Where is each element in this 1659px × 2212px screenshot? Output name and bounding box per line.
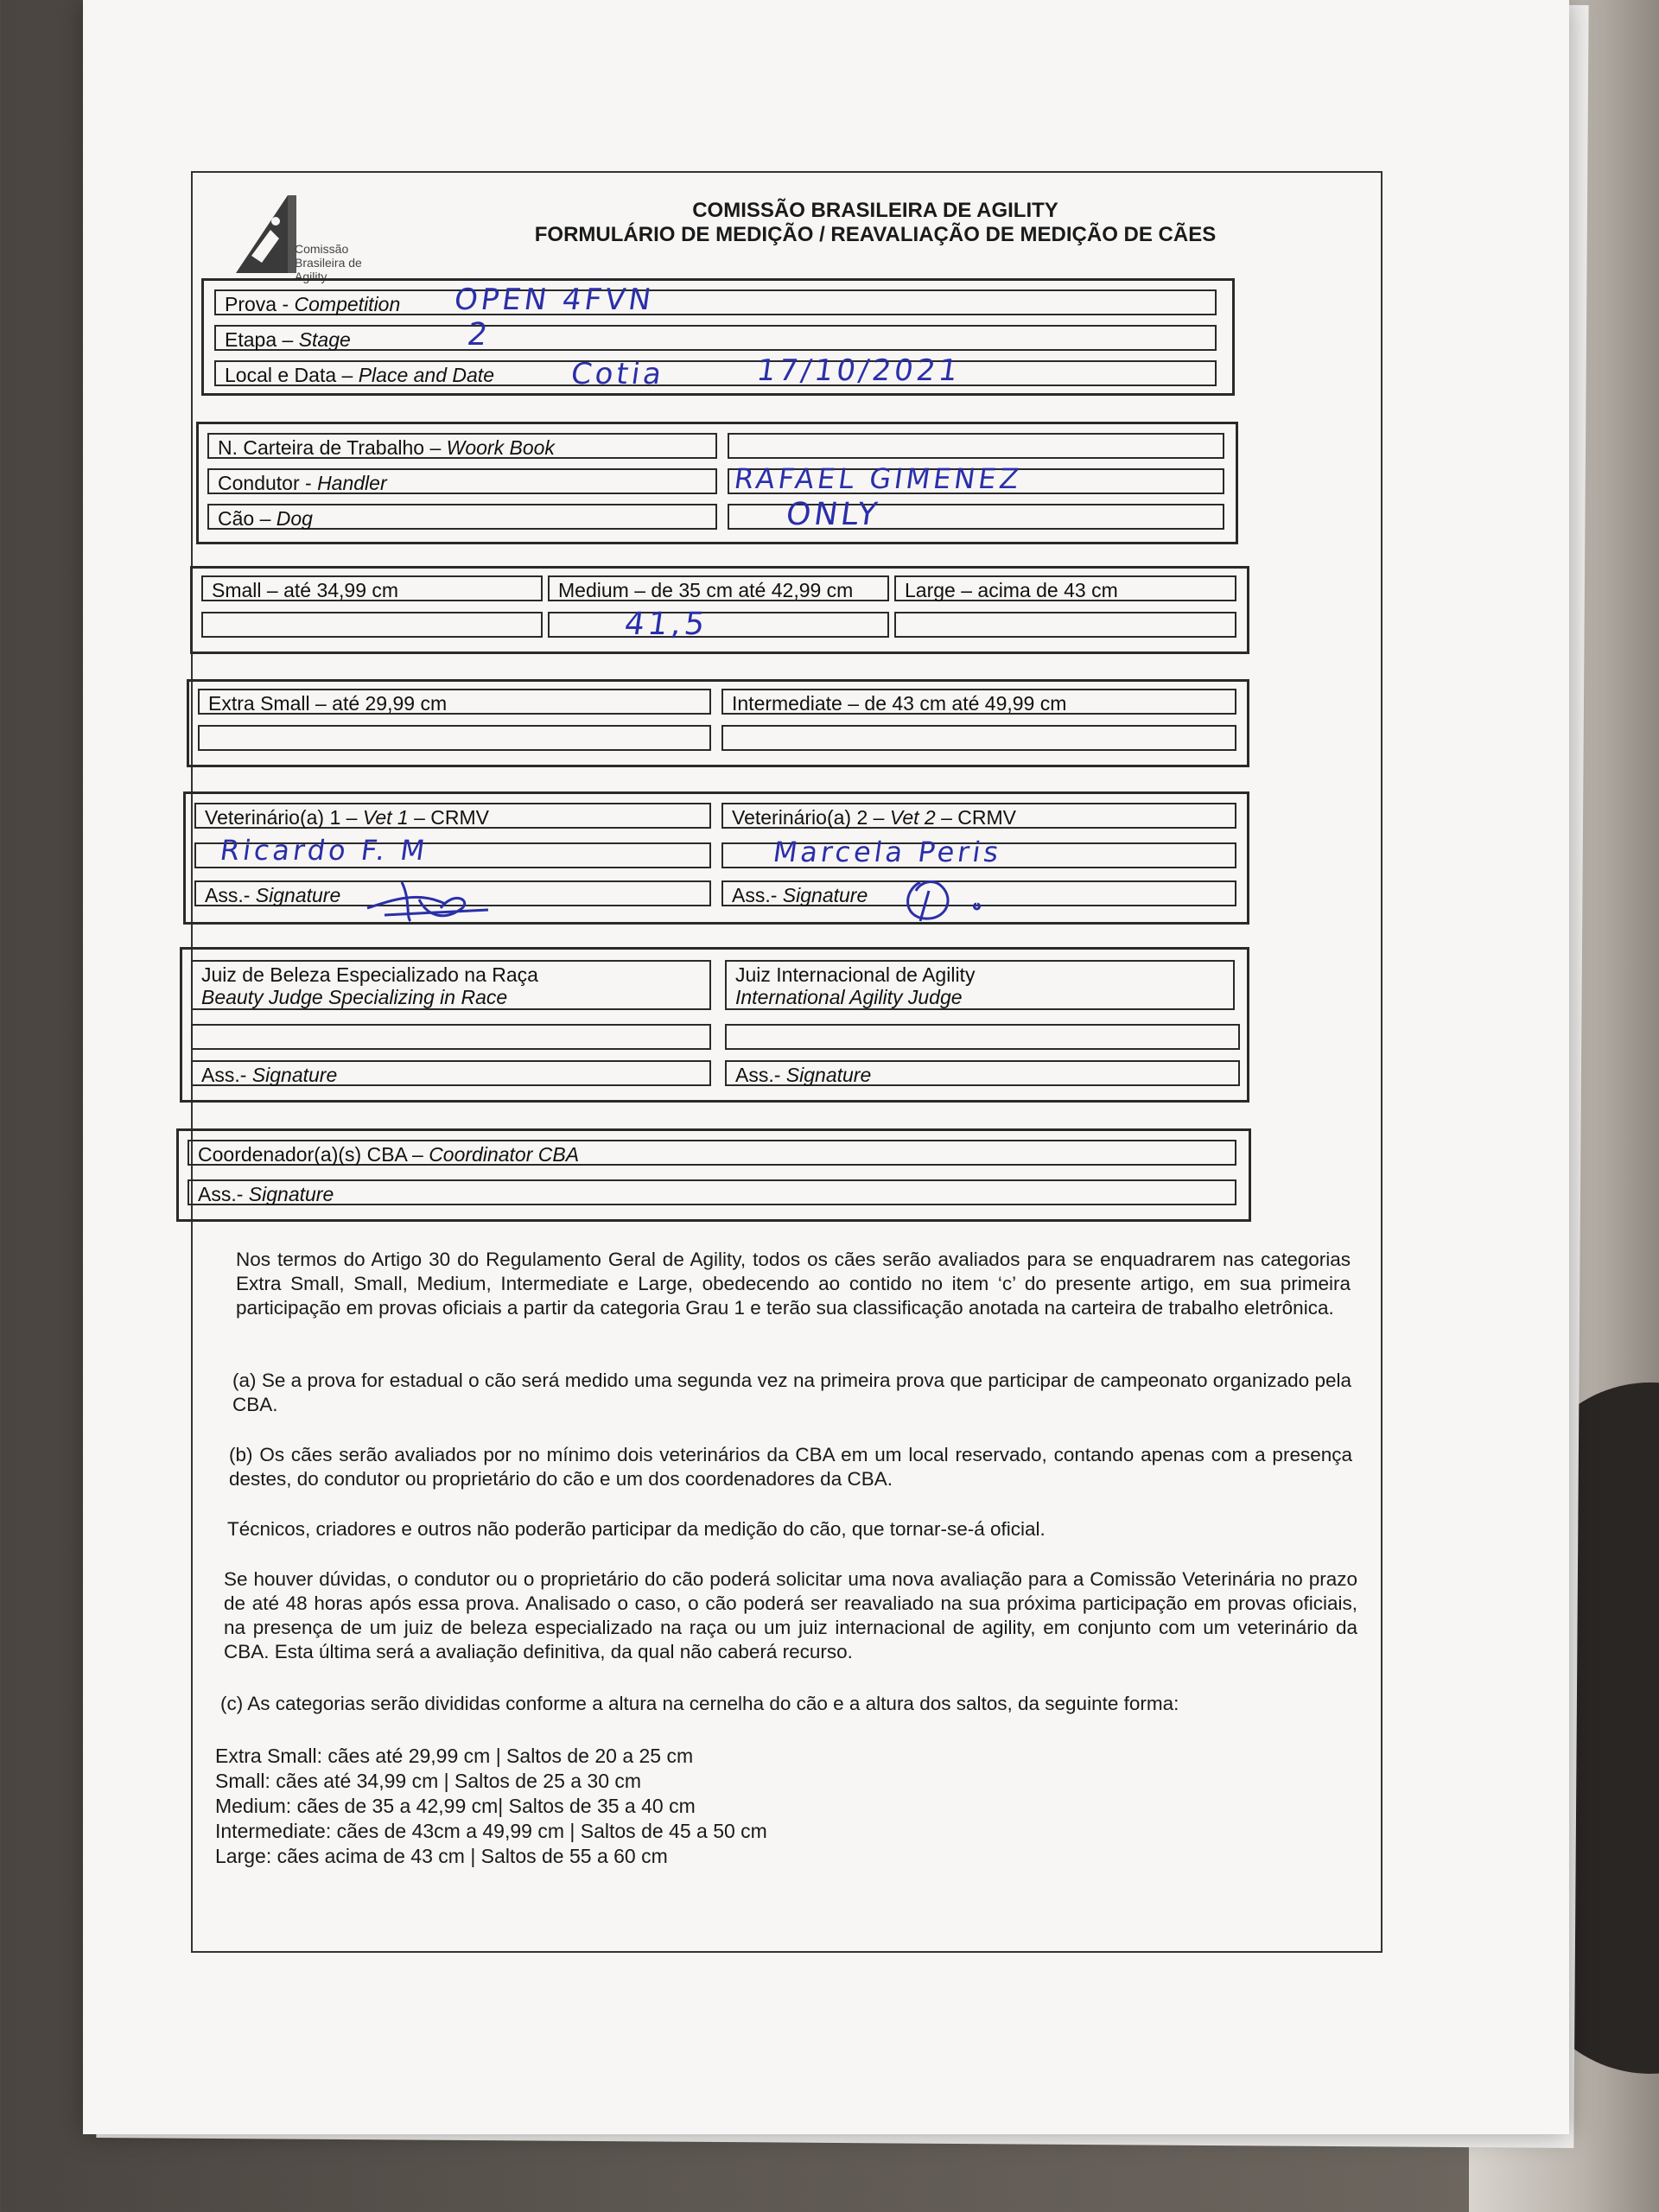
intl-judge-name-field[interactable]	[725, 1024, 1240, 1050]
workbook-value-field[interactable]	[728, 433, 1224, 459]
rules-item-a: (a) Se a prova for estadual o cão será medido uma segunda vez na primeira prova que participar de campeonato organizado pela CBA.	[232, 1370, 1351, 1415]
competition-field[interactable]: Prova - Competition	[214, 289, 1217, 315]
rules-intro: Nos termos do Artigo 30 do Regulamento Geral de Agility, todos os cães serão avaliados para se enquadrarem nas categorias Extra Small, Small, Medium, Intermediate e Large, obedecendo ao contido no item ‘c’ do presente artigo, em sua primeira participação em provas oficiais a partir da categoria Grau 1 e terão sua classificação anotada na carteira de trabalho eletrônica.	[236, 1249, 1351, 1319]
beauty-judge-field[interactable]: Juiz de Beleza Especializado na Raça Beauty Judge Specializing in Race	[191, 960, 711, 1010]
org-title: COMISSÃO BRASILEIRA DE AGILITY	[692, 199, 1058, 222]
category-item: Extra Small: cães até 29,99 cm | Saltos de 20 a 25 cm	[215, 1745, 694, 1767]
medium-value-field[interactable]	[548, 612, 889, 638]
coordinator-signature-field[interactable]: Ass.- Signature	[188, 1179, 1236, 1205]
cba-logo	[224, 195, 362, 283]
form-title: FORMULÁRIO DE MEDIÇÃO / REAVALIAÇÃO DE MEDIÇÃO DE CÃES	[534, 223, 1217, 246]
rules-item-b: (b) Os cães serão avaliados por no mínimo dois veterinários da CBA em um local reservado, contando apenas com a presença destes, do condutor ou proprietário do cão e um dos coordenadores da CBA.	[229, 1444, 1352, 1490]
logo-caption: Comissão Brasileira de Agility	[295, 242, 362, 283]
rules-technicians: Técnicos, criadores e outros não poderão participar da medição do cão, que tornar-se-á oficial.	[227, 1518, 1046, 1540]
coordinator-section	[176, 1128, 1251, 1222]
extra-small-category[interactable]: Extra Small – até 29,99 cm	[198, 689, 711, 715]
size-section	[190, 566, 1249, 654]
beauty-judge-signature-field[interactable]: Ass.- Signature	[191, 1060, 711, 1086]
rules-item-c: (c) As categorias serão divididas conforme a altura na cernelha do cão e a altura dos saltos, da seguinte forma:	[220, 1693, 1179, 1714]
rules-doubts: Se houver dúvidas, o condutor ou o proprietário do cão poderá solicitar uma nova avaliação para a Comissão Veterinária no prazo de até 48 horas após essa prova. Analisado o caso, o cão poderá ser reavaliado na sua próxima participação em provas oficiais, na presença de um juiz de beleza especializado na raça ou um juiz internacional de agility, em conjunto com um veterinário da CBA. Esta última será a avaliação definitiva, da qual não caberá recurso.	[224, 1568, 1357, 1662]
form-paper	[83, 0, 1569, 2134]
vet2-signature-icon	[894, 874, 998, 925]
category-item: Medium: cães de 35 a 42,99 cm| Saltos de 35 a 40 cm	[215, 1795, 696, 1817]
place-value: Cotia	[569, 357, 667, 391]
intermediate-category[interactable]: Intermediate – de 43 cm até 49,99 cm	[721, 689, 1236, 715]
date-value: 17/10/2021	[754, 353, 963, 388]
medium-category[interactable]: Medium – de 35 cm até 42,99 cm	[548, 575, 889, 601]
intl-judge-signature-field[interactable]: Ass.- Signature	[725, 1060, 1240, 1086]
handler-field[interactable]: Condutor - Handler	[207, 468, 717, 494]
stage-value: 2	[465, 317, 493, 353]
form-header	[400, 199, 1351, 247]
large-category[interactable]: Large – acima de 43 cm	[894, 575, 1236, 601]
vet1-name-value: Ricardo F. M	[218, 834, 430, 867]
vet1-signature-icon	[359, 874, 497, 925]
beauty-judge-name-field[interactable]	[191, 1024, 711, 1050]
dog-info-section	[196, 422, 1238, 544]
category-list	[215, 1744, 767, 1869]
event-section	[201, 278, 1235, 396]
agility-dog-logo-icon	[236, 195, 296, 273]
vet1-signature-field[interactable]: Ass.- Signature	[194, 880, 711, 906]
dog-value: ONLY	[784, 497, 883, 532]
dog-field[interactable]: Cão – Dog	[207, 504, 717, 530]
intl-judge-field[interactable]: Juiz Internacional de Agility International Agility Judge	[725, 960, 1235, 1010]
intermediate-value-field[interactable]	[721, 725, 1236, 751]
form-sheet	[191, 171, 1382, 1953]
small-category[interactable]: Small – até 34,99 cm	[201, 575, 543, 601]
workbook-field[interactable]: N. Carteira de Trabalho – Woork Book	[207, 433, 717, 459]
extra-small-value-field[interactable]	[198, 725, 711, 751]
competition-value: OPEN 4FVN	[452, 283, 657, 317]
judges-section	[180, 947, 1249, 1103]
handler-value: RAFAEL GIMENEZ	[732, 462, 1025, 495]
vet2-field[interactable]: Veterinário(a) 2 – Vet 2 – CRMV	[721, 803, 1236, 829]
vet2-signature-field[interactable]: Ass.- Signature	[721, 880, 1236, 906]
vets-section	[183, 791, 1249, 925]
vet1-field[interactable]: Veterinário(a) 1 – Vet 1 – CRMV	[194, 803, 711, 829]
place-date-field[interactable]: Local e Data – Place and Date	[214, 360, 1217, 386]
large-value-field[interactable]	[894, 612, 1236, 638]
category-item: Small: cães até 34,99 cm | Saltos de 25 a 30 cm	[215, 1770, 642, 1792]
category-item: Large: cães acima de 43 cm | Saltos de 55 a 60 cm	[215, 1845, 668, 1867]
small-value-field[interactable]	[201, 612, 543, 638]
stage-field[interactable]: Etapa – Stage	[214, 325, 1217, 351]
extra-size-section	[187, 679, 1249, 767]
coordinator-field[interactable]: Coordenador(a)(s) CBA – Coordinator CBA	[188, 1140, 1236, 1166]
vet2-name-value: Marcela Peris	[771, 836, 1004, 868]
medium-value: 41,5	[622, 607, 711, 642]
category-item: Intermediate: cães de 43cm a 49,99 cm | Saltos de 45 a 50 cm	[215, 1820, 767, 1842]
